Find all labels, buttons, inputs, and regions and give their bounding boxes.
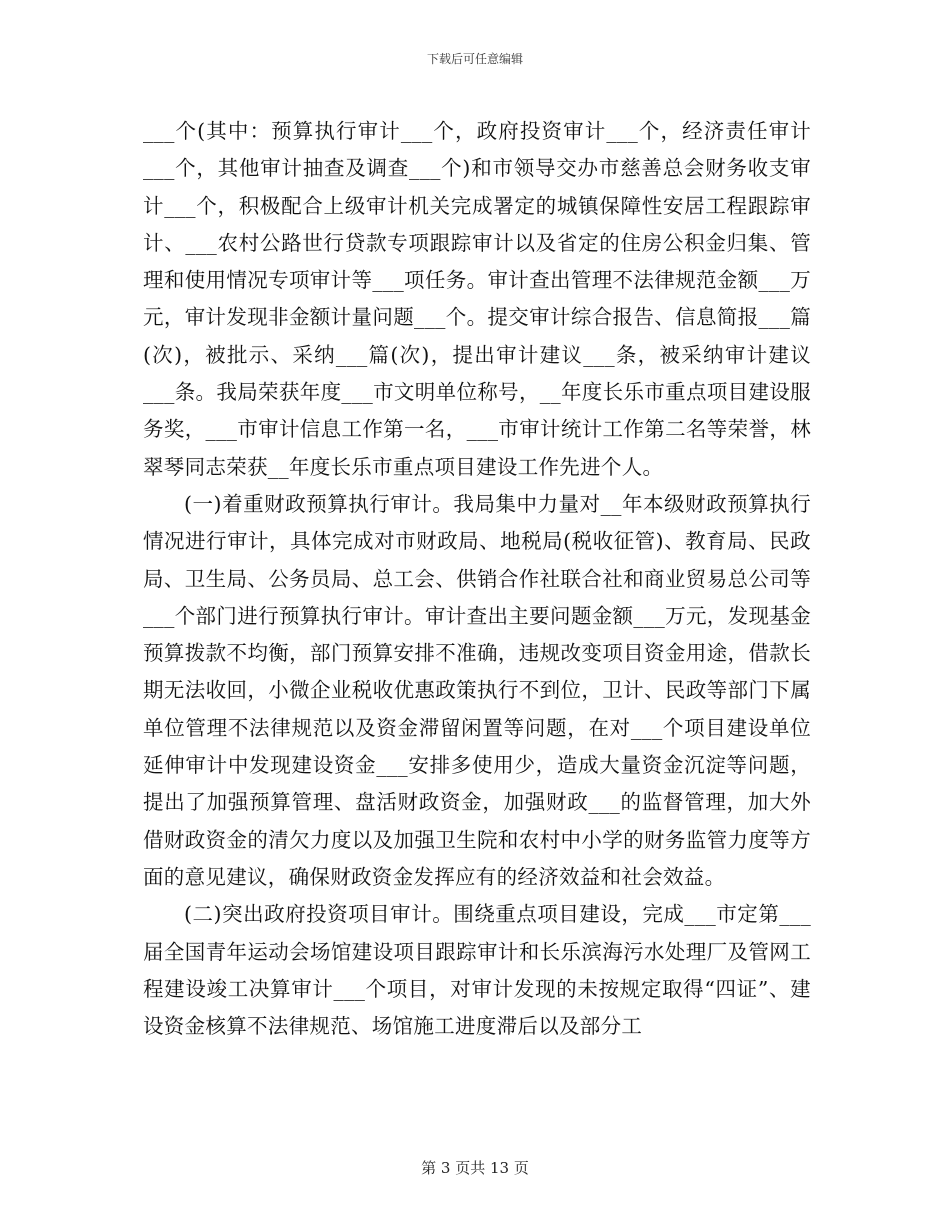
page-header: 下载后可任意编辑	[426, 52, 523, 66]
paragraph-investment-audit: (二)突出政府投资项目审计。围绕重点项目建设，完成___市定第___届全国青年运动会场馆建设项目跟踪审计和长乐滨海污水处理厂及管网工程建设竣工决算审计___个项目，对审计发现的未按规定取得“四证”、建设资金核算不法律规范、场馆施工进度滞后以及部分工	[143, 902, 811, 1039]
paragraph-summary: ___个(其中：预算执行审计___个，政府投资审计___个，经济责任审计___个，其他审计抽查及调查___个)和市领导交办市慈善总会财务收支审计___个，积极配合上级审计机关完成署定的城镇保障性安居工程跟踪审计、___农村公路世行贷款专项跟踪审计以及省定的住房公积金归集、管理和使用情况专项审计等___项任务。审计查出管理不法律规范金额___万元，审计发现非金额计量问题___个。提交审计综合报告、信息简报___篇(次)，被批示、采纳___篇(次)，提出审计建议___条，被采纳审计建议___条。我局荣获年度___市文明单位称号，__年度长乐市重点项目建设服务奖，___市审计信息工作第一名，___市审计统计工作第二名等荣誉，林翠琴同志荣获__年度长乐市重点项目建设工作先进个人。	[143, 119, 811, 479]
page-footer: 第 3 页共 13 页	[421, 1159, 529, 1177]
paragraph-budget-audit: (一)着重财政预算执行审计。我局集中力量对__年本级财政预算执行情况进行审计，具体完成对市财政局、地税局(税收征管)、教育局、民政局、卫生局、公务员局、总工会、供销合作社联合社和商业贸易总公司等___个部门进行预算执行审计。审计查出主要问题金额___万元，发现基金预算拨款不均衡，部门预算安排不准确，违规改变项目资金用途，借款长期无法收回，小微企业税收优惠政策执行不到位，卫计、民政等部门下属单位管理不法律规范以及资金滞留闲置等问题，在对___个项目建设单位延伸审计中发现建设资金___安排多使用少，造成大量资金沉淀等问题，提出了加强预算管理、盘活财政资金，加强财政___的监督管理，加大外借财政资金的清欠力度以及加强卫生院和农村中小学的财务监管力度等方面的意见建议，确保财政资金发挥应有的经济效益和社会效益。	[143, 491, 811, 889]
document-body	[143, 113, 811, 1045]
